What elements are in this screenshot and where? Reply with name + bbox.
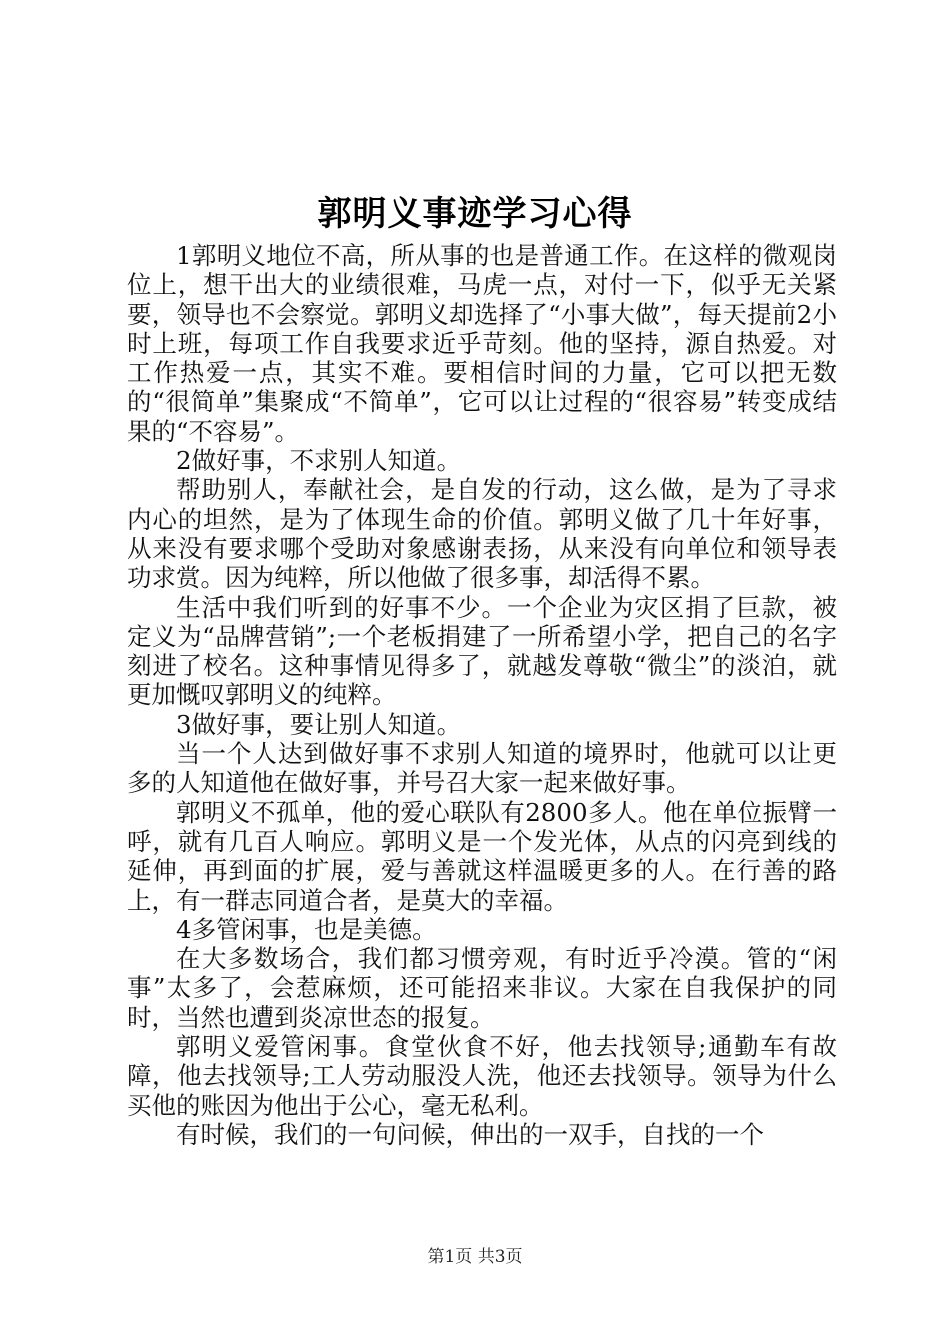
paragraph: 生活中我们听到的好事不少。一个企业为灾区捐了巨款，被定义为“品牌营销”;一个老板捐建了一所希望小学，把自己的名字刻进了校名。这种事情见得多了，就越发尊敬“微尘”的淡泊，就更加慨叹郭明义的纯粹。 [127,592,837,710]
paragraph: 有时候，我们的一句问候，伸出的一双手，自找的一个 [176,1119,764,1149]
page-footer: 第1页 共3页 [427,1247,523,1267]
paragraph: 1郭明义地位不高，所从事的也是普通工作。在这样的微观岗位上，想干出大的业绩很难，马虎一点，对付一下，似乎无关紧要，领导也不会察觉。郭明义却选择了“小事大做”，每天提前2小时上班，每项工作自我要求近乎苛刻。他的坚持，源自热爱。对工作热爱一点，其实不难。要相信时间的力量，它可以把无数的“很简单”集聚成“不简单”，它可以让过程的“很容易”转变成结果的“不容易”。 [127,241,837,446]
paragraph: 郭明义爱管闲事。食堂伙食不好，他去找领导;通勤车有故障，他去找领导;工人劳动服没人洗，他还去找领导。领导为什么买他的账因为他出于公心，毫无私利。 [127,1032,837,1120]
paragraph: 2做好事，不求别人知道。 [176,446,462,476]
document-body [127,241,837,1149]
paragraph: 4多管闲事，也是美德。 [176,914,437,944]
paragraph: 在大多数场合，我们都习惯旁观，有时近乎冷漠。管的“闲事”太多了，会惹麻烦，还可能招来非议。大家在自我保护的同时，当然也遭到炎凉世态的报复。 [127,944,837,1032]
paragraph: 帮助别人，奉献社会，是自发的行动，这么做，是为了寻求内心的坦然，是为了体现生命的价值。郭明义做了几十年好事，从来没有要求哪个受助对象感谢表扬，从来没有向单位和领导表功求赏。因为纯粹，所以他做了很多事，却活得不累。 [127,475,837,593]
paragraph: 当一个人达到做好事不求别人知道的境界时，他就可以让更多的人知道他在做好事，并号召大家一起来做好事。 [127,739,837,798]
document-title: 郭明义事迹学习心得 [317,194,633,234]
paragraph: 郭明义不孤单，他的爱心联队有2800多人。他在单位振臂一呼，就有几百人响应。郭明义是一个发光体，从点的闪亮到线的延伸，再到面的扩展，爱与善就这样温暖更多的人。在行善的路上，有一群志同道合者，是莫大的幸福。 [127,797,837,915]
paragraph: 3做好事，要让别人知道。 [176,709,462,739]
